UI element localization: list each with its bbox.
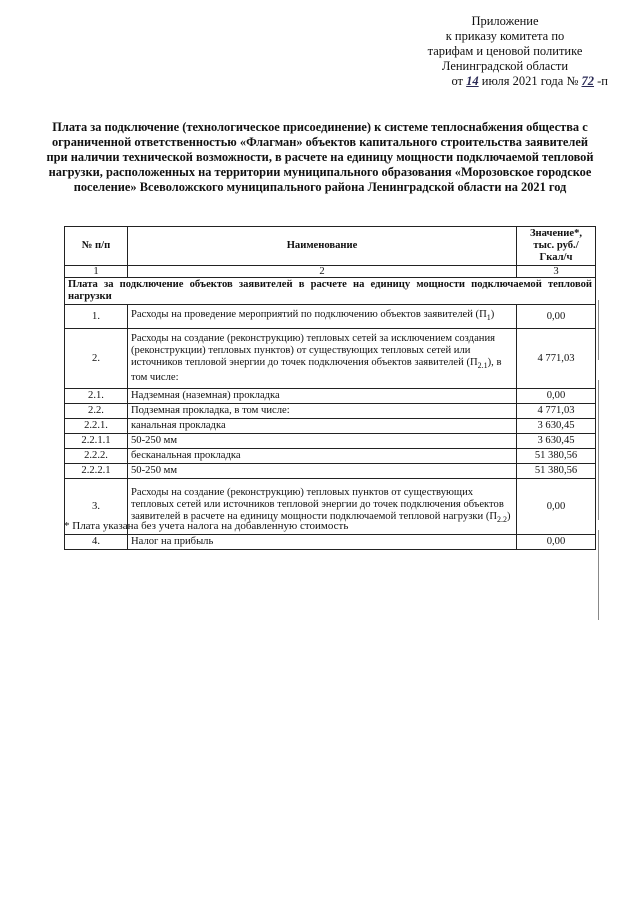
document-title: Плата за подключение (технологическое присоединение) к системе теплоснабжения общества с ограниченной ответственностью «Флагман» объектов капитального строительства заявителей при наличии технической возможности, в расчете на единицу мощности подключаемой тепловой нагрузки, расположенных на территории муниципального образования «Морозовское городское поселение» Всеволожского муниципального района Ленинградской области на 2021 год bbox=[46, 120, 594, 194]
row-name bbox=[128, 305, 517, 329]
row-num: 3. bbox=[65, 479, 128, 535]
row-name bbox=[128, 329, 517, 389]
row-value: 0,00 bbox=[517, 479, 596, 535]
table-header-row bbox=[65, 227, 596, 266]
row-name: Подземная прокладка, в том числе: bbox=[128, 404, 517, 419]
footnote: * Плата указана без учета налога на добавленную стоимость bbox=[64, 520, 349, 532]
table-section-row bbox=[65, 278, 596, 305]
row-num: 2.2.1. bbox=[65, 419, 128, 434]
row-value: 3 630,45 bbox=[517, 434, 596, 449]
row-value: 0,00 bbox=[517, 535, 596, 550]
table-row bbox=[65, 464, 596, 479]
row-value: 4 771,03 bbox=[517, 329, 596, 389]
table-row bbox=[65, 329, 596, 389]
appendix-line-3: тарифам и ценовой политике bbox=[427, 44, 583, 58]
row-value: 0,00 bbox=[517, 389, 596, 404]
row-name: 50-250 мм bbox=[128, 464, 517, 479]
row-num: 2.2.2.1 bbox=[65, 464, 128, 479]
section-title: Плата за подключение объектов заявителей в расчете на единицу мощности подключаемой тепловой нагрузки bbox=[65, 278, 596, 305]
table-index-row bbox=[65, 266, 596, 278]
date-middle: июля 2021 года № bbox=[481, 74, 579, 88]
index-cell-3: 3 bbox=[517, 266, 596, 278]
table-row bbox=[65, 535, 596, 550]
row-value: 4 771,03 bbox=[517, 404, 596, 419]
row-num: 2.2.2. bbox=[65, 449, 128, 464]
scan-margin-line bbox=[598, 380, 599, 520]
scan-margin-line bbox=[598, 530, 599, 620]
row-num: 2.1. bbox=[65, 389, 128, 404]
header-num: № п/п bbox=[65, 227, 128, 266]
row-value: 3 630,45 bbox=[517, 419, 596, 434]
date-day: 14 bbox=[466, 74, 479, 88]
row-name: 50-250 мм bbox=[128, 434, 517, 449]
table-row bbox=[65, 404, 596, 419]
row-name-after: ), в том числе: bbox=[131, 356, 502, 384]
row-name: Надземная (наземная) прокладка bbox=[128, 389, 517, 404]
row-name-text: Расходы на проведение мероприятий по подключению объектов заявителей (П bbox=[131, 308, 487, 320]
table-row bbox=[65, 389, 596, 404]
table-row bbox=[65, 305, 596, 329]
index-cell-1: 1 bbox=[65, 266, 128, 278]
row-name: Налог на прибыль bbox=[128, 535, 517, 550]
row-name-after: ) bbox=[507, 510, 511, 522]
table-row bbox=[65, 419, 596, 434]
row-name: бесканальная прокладка bbox=[128, 449, 517, 464]
row-num: 4. bbox=[65, 535, 128, 550]
row-name-sub: 2.2 bbox=[497, 515, 508, 525]
row-num: 2.2.1.1 bbox=[65, 434, 128, 449]
index-cell-2: 2 bbox=[128, 266, 517, 278]
header-value-line-1: Значение*, bbox=[529, 228, 583, 239]
date-prefix: от bbox=[451, 74, 464, 88]
row-name: канальная прокладка bbox=[128, 419, 517, 434]
table-row bbox=[65, 449, 596, 464]
row-value: 0,00 bbox=[517, 305, 596, 329]
row-num: 2. bbox=[65, 329, 128, 389]
row-name-after: ) bbox=[490, 308, 495, 320]
row-num: 2.2. bbox=[65, 404, 128, 419]
row-name-sub: 1 bbox=[486, 313, 491, 323]
appendix-line-4: Ленинградской области bbox=[441, 59, 569, 73]
appendix-line-1: Приложение bbox=[471, 14, 539, 28]
order-date bbox=[400, 74, 610, 89]
header-name: Наименование bbox=[128, 227, 517, 266]
appendix-line-2: к приказу комитета по bbox=[445, 29, 565, 43]
date-suffix: -п bbox=[597, 74, 608, 88]
row-value: 51 380,56 bbox=[517, 464, 596, 479]
row-name-text: Расходы на создание (реконструкцию) тепловых сетей за исключением создания (реконструкции) тепловых пунктов) от существующих тепловых сетей или источников тепловой энергии до точек подключения объектов заявителей (П bbox=[131, 332, 495, 368]
table-row bbox=[65, 434, 596, 449]
order-number: 72 bbox=[581, 74, 595, 88]
appendix-block bbox=[400, 14, 610, 89]
row-num: 1. bbox=[65, 305, 128, 329]
row-value: 51 380,56 bbox=[517, 449, 596, 464]
row-name-text: Расходы на создание (реконструкцию) тепловых пунктов от существующих тепловых сетей или источников тепловой энергии до точек подключения объектов заявителей в расчете на единицу мощности подключаемой тепловой нагрузки (П bbox=[131, 486, 504, 522]
header-value-line-2: тыс. руб./Гкал/ч bbox=[533, 240, 579, 263]
row-name-sub: 2.1 bbox=[477, 361, 488, 371]
scan-margin-line bbox=[598, 300, 599, 360]
header-value bbox=[517, 227, 596, 266]
fee-table bbox=[64, 226, 596, 550]
